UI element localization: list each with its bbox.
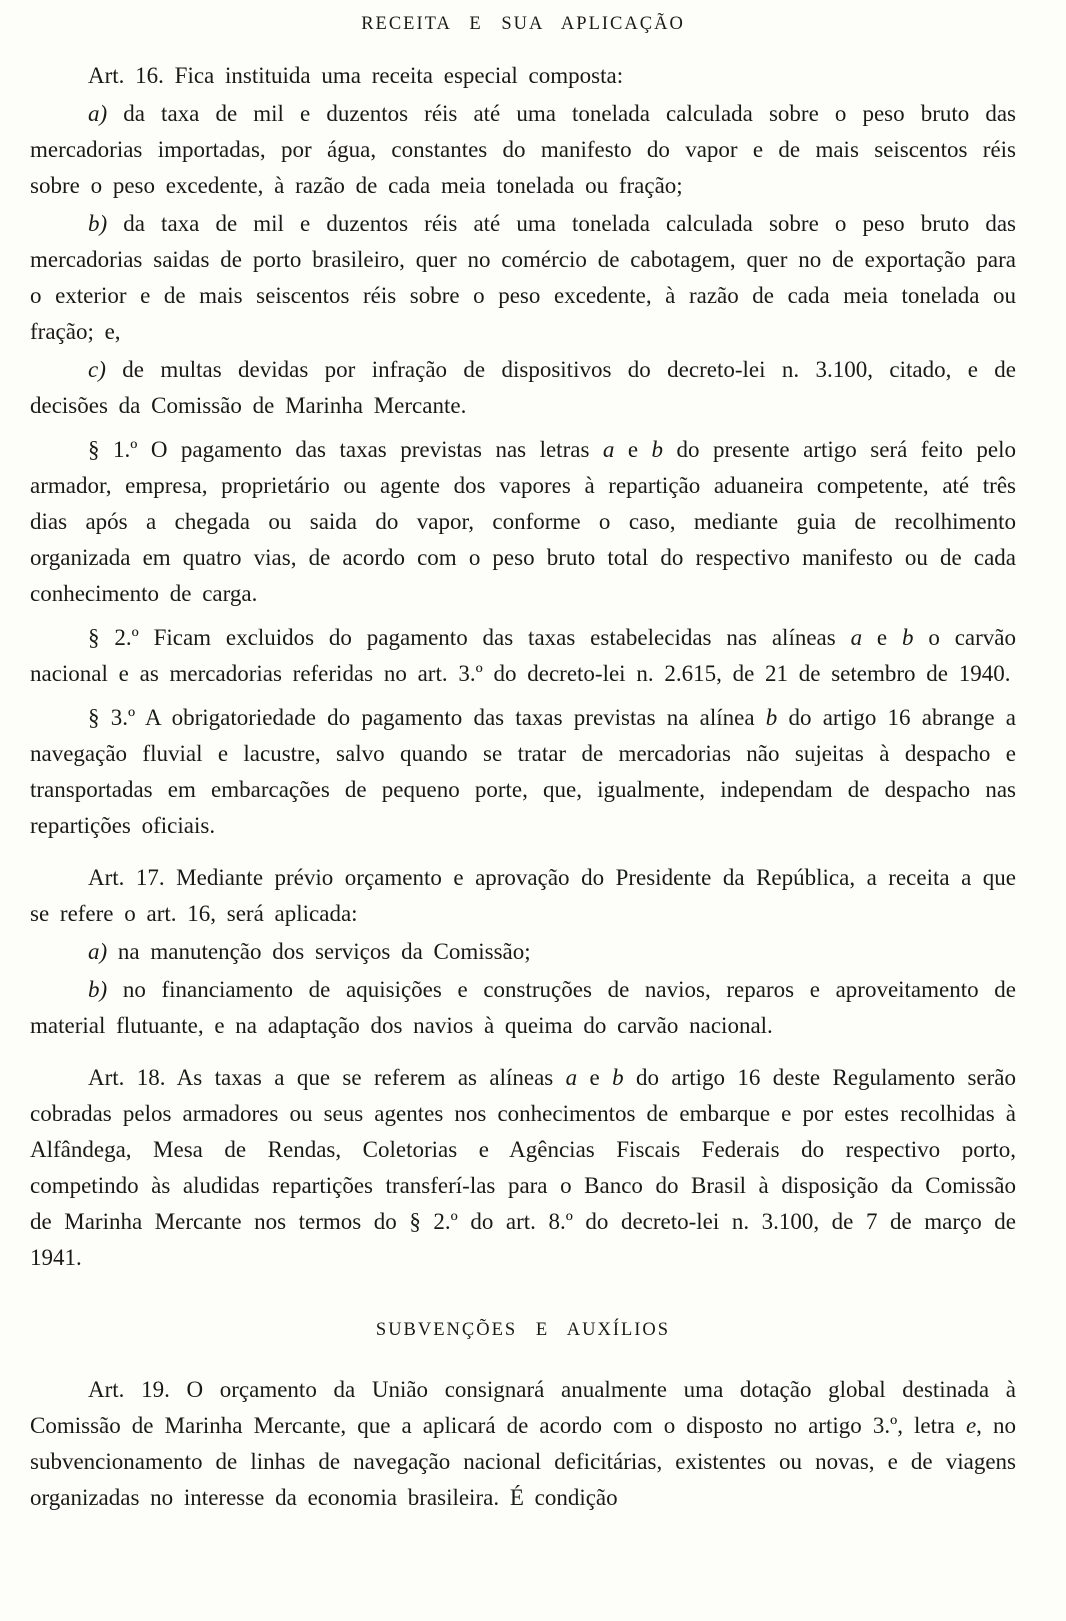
text-run: Art. 18. As taxas a que se referem as alíneas: [88, 1065, 566, 1090]
italic-text-run: b: [612, 1065, 624, 1090]
paragraph-item: [30, 700, 1016, 844]
italic-text-run: a): [88, 939, 108, 964]
text-run: § 2.º Ficam excluidos do pagamento das taxas estabelecidas nas alíneas: [88, 625, 851, 650]
text-run: RECEITA E SUA APLICAÇÃO: [361, 14, 685, 34]
text-run: , no subvencionamento de linhas de navegação nacional deficitárias, existentes ou novas, e de viagens organizadas no interesse da economia brasileira. É condição: [30, 1413, 1016, 1510]
italic-text-run: b: [651, 437, 664, 462]
paragraph-item: [30, 620, 1016, 692]
alinea-item: [30, 972, 1016, 1044]
italic-text-run: a: [565, 1065, 578, 1090]
italic-text-run: b): [88, 211, 108, 236]
text-run: do presente artigo será feito pelo armador, empresa, proprietário ou agente dos vapores à repartição aduaneira competente, até três dias após a chegada ou saida do vapor, conforme o caso, mediante guia de recolhimento organizada em quatro vias, de acordo com o peso bruto total do respectivo manifesto ou de cada conhecimento de carga.: [30, 437, 1016, 606]
text-run: e: [862, 625, 902, 650]
italic-text-run: b: [765, 705, 778, 730]
article-paragraph: [30, 58, 1016, 94]
text-run: Art. 17. Mediante prévio orçamento e aprovação do Presidente da República, a receita a que se refere o art. 16, será aplicada:: [30, 865, 1016, 926]
text-run: § 3.º A obrigatoriedade do pagamento das taxas previstas na alínea: [88, 705, 766, 730]
text-run: Art. 19. O orçamento da União consignará anualmente uma dotação global destinada à Comissão de Marinha Mercante, que a aplicará de acordo com o disposto no artigo 3.º, letra: [30, 1377, 1016, 1438]
italic-text-run: a: [602, 437, 615, 462]
text-run: o carvão nacional e as mercadorias referidas no art. 3.º do decreto-lei n. 2.615, de 21 de setembro de 1940.: [30, 625, 1016, 686]
italic-text-run: a): [88, 101, 108, 126]
article-paragraph: [30, 860, 1016, 932]
alinea-item: [30, 934, 1016, 970]
text-run: e: [577, 1065, 613, 1090]
text-run: no financiamento de aquisições e construções de navios, reparos e aproveitamento de material flutuante, e na adaptação dos navios à queima do carvão nacional.: [30, 977, 1016, 1038]
italic-text-run: c): [88, 357, 106, 382]
text-run: do artigo 16 abrange a navegação fluvial e lacustre, salvo quando se tratar de mercadorias não sujeitas à despacho e transportadas em embarcações de pequeno porte, que, igualmente, independam de despacho nas repartições oficiais.: [30, 705, 1016, 838]
italic-text-run: b): [88, 977, 108, 1002]
text-run: da taxa de mil e duzentos réis até uma tonelada calculada sobre o peso bruto das mercadorias importadas, por água, constantes do manifesto do vapor e de mais seiscentos réis sobre o peso excedente, à razão de cada meia tonelada ou fração;: [30, 101, 1016, 198]
text-run: Art. 16. Fica instituida uma receita especial composta:: [88, 63, 624, 88]
alinea-item: [30, 96, 1016, 204]
document-body: [30, 12, 1016, 1516]
alinea-item: [30, 206, 1016, 350]
article-paragraph: [30, 1060, 1016, 1276]
text-run: na manutenção dos serviços da Comissão;: [107, 939, 531, 964]
text-run: do artigo 16 deste Regulamento serão cobradas pelos armadores ou seus agentes nos conhecimentos de embarque e por estes recolhidas à Alfândega, Mesa de Rendas, Coletorias e Agências Fiscais Federais do respectivo porto, competindo às aludidas repartições transferí-las para o Banco do Brasil à disposição da Comissão de Marinha Mercante nos termos do § 2.º do art. 8.º do decreto-lei n. 3.100, de 7 de março de 1941.: [30, 1065, 1016, 1270]
section-heading: [30, 1318, 1016, 1342]
text-run: e: [614, 437, 652, 462]
paragraph-item: [30, 432, 1016, 612]
text-run: de multas devidas por infração de dispositivos do decreto-lei n. 3.100, citado, e de decisões da Comissão de Marinha Mercante.: [30, 357, 1016, 418]
text-run: § 1.º O pagamento das taxas previstas nas letras: [88, 437, 603, 462]
italic-text-run: e: [965, 1413, 977, 1438]
italic-text-run: b: [902, 625, 914, 650]
text-run: da taxa de mil e duzentos réis até uma tonelada calculada sobre o peso bruto das mercadorias saidas de porto brasileiro, quer no comércio de cabotagem, quer no de exportação para o exterior e de mais seiscentos réis sobre o peso excedente, à razão de cada meia tonelada ou fração; e,: [30, 211, 1016, 344]
text-run: SUBVENÇÕES E AUXÍLIOS: [375, 1320, 671, 1340]
alinea-item: [30, 352, 1016, 424]
section-heading: [30, 12, 1016, 36]
article-paragraph: [30, 1372, 1016, 1516]
italic-text-run: a: [850, 625, 863, 650]
